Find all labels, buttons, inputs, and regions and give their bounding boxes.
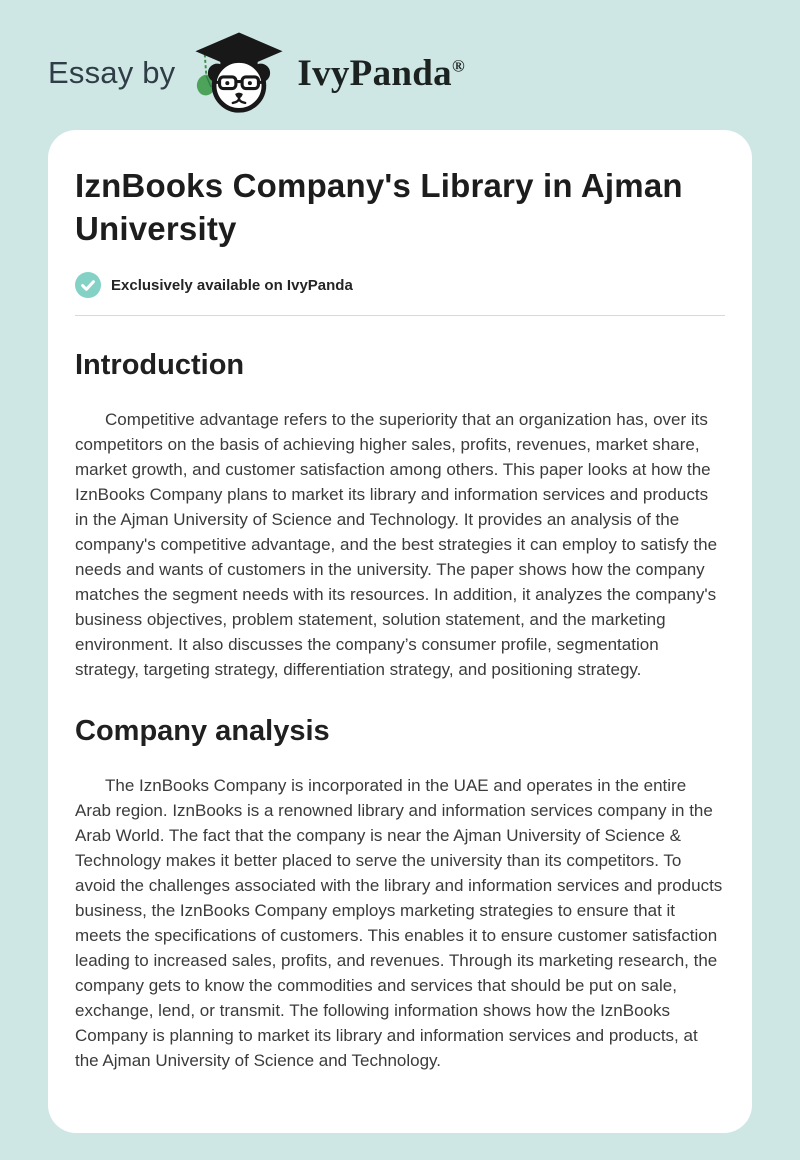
brand-name — [297, 52, 465, 95]
introduction-paragraph: Competitive advantage refers to the superiority that an organization has, over its competitors on the basis of achieving higher sales, profits, revenues, market share, market growth, and customer satisfaction among others. This paper looks at how the IznBooks Company plans to market its library and information services and products in the Ajman University of Science and Technology. It provides an analysis of the company's competitive advantage, and the best strategies it can employ to satisfy the needs and wants of customers in the university. The paper shows how the company matches the segment needs with its resources. In addition, it analyzes the company's business objectives, problem statement, solution statement, and the marketing environment. It also discusses the company’s consumer profile, segmentation strategy, targeting strategy, differentiation strategy, and positioning strategy. — [75, 410, 718, 679]
registered-mark: ® — [451, 56, 465, 76]
exclusive-badge-label: Exclusively available on IvyPanda — [111, 276, 353, 294]
divider — [75, 315, 725, 316]
brand-text: IvyPanda — [297, 52, 452, 94]
section-heading-introduction: Introduction — [75, 349, 245, 381]
essay-title: IznBooks Company's Library in Ajman University — [75, 167, 683, 247]
ivypanda-panda-logo-icon — [191, 31, 287, 115]
page-header — [0, 0, 800, 116]
essay-by-label: Essay by — [48, 55, 176, 90]
essay-card — [48, 130, 752, 1133]
exclusive-badge — [75, 272, 725, 298]
company-analysis-paragraph: The IznBooks Company is incorporated in the UAE and operates in the entire Arab region. IznBooks is a renowned library and information services company in the Arab World. The fact that the company is near the Ajman University of Science & Technology makes it better placed to serve the university than its competitors. To avoid the challenges associated with the library and information services and products business, the IznBooks Company employs marketing strategies to ensure that it meets the specifications of customers. This enables it to ensure customer satisfaction leading to increased sales, profits, and revenues. Through its marketing research, the company gets to know the commodities and services that should be put on sale, exchange, lend, or transmit. The following information shows how the IznBooks Company is planning to market its library and information services and products, at the Ajman University of Science and Technology. — [75, 776, 723, 1070]
section-heading-company-analysis: Company analysis — [75, 715, 330, 747]
check-icon — [75, 272, 101, 298]
